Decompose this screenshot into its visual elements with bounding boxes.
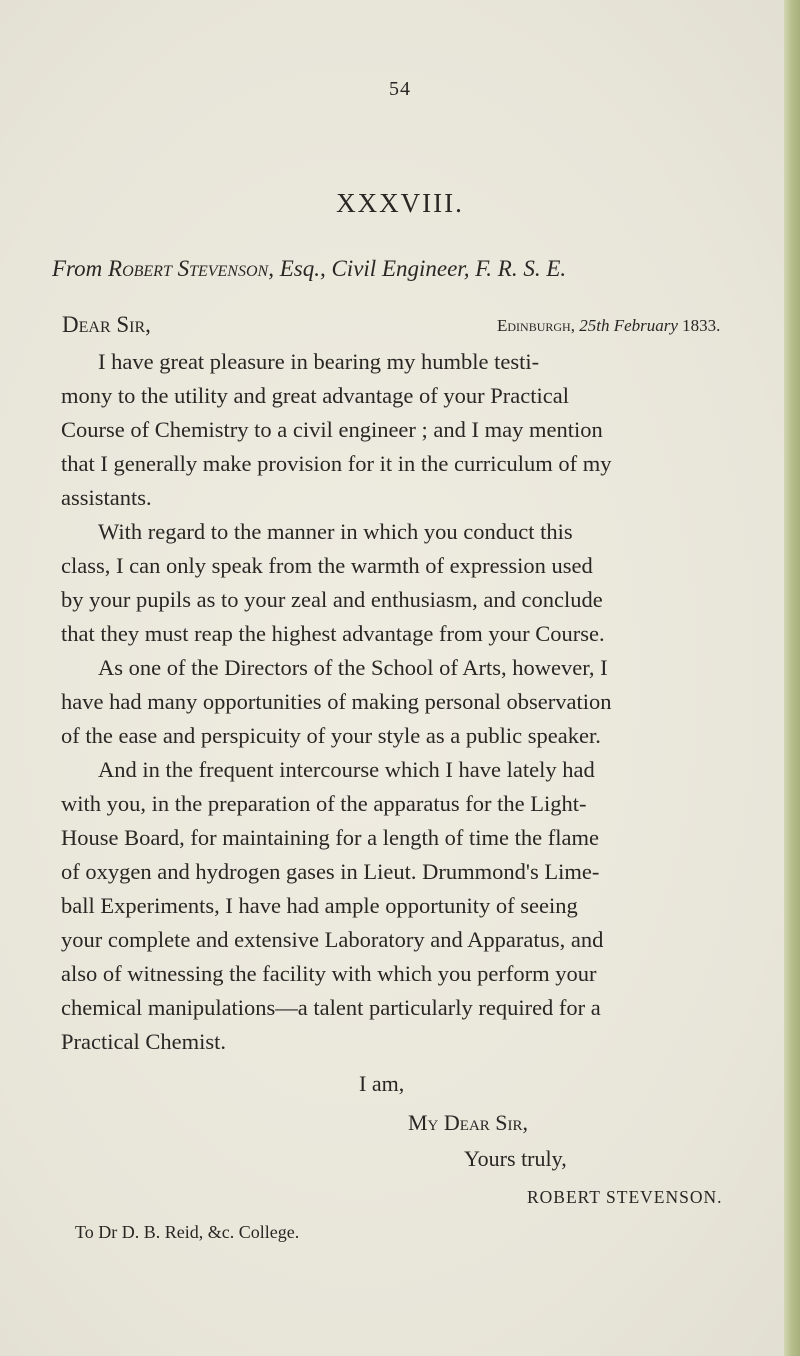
body-line: Course of Chemistry to a civil engineer ; and I may mention (61, 417, 603, 442)
body-line: With regard to the manner in which you conduct this (98, 519, 573, 544)
body-line: that they must reap the highest advantage from your Course. (61, 621, 605, 646)
body-line: ball Experiments, I have had ample opportunity of seeing (61, 893, 578, 918)
author-titles: , Esq., Civil Engineer, F. R. S. E. (268, 256, 567, 281)
body-line: assistants. (61, 485, 152, 510)
dateline-place: Edinburgh, (497, 316, 575, 335)
page-number: 54 (389, 78, 411, 100)
body-line: your complete and extensive Laboratory and Apparatus, and (61, 927, 604, 952)
body-line: have had many opportunities of making personal observation (61, 689, 612, 714)
signature: ROBERT STEVENSON. (527, 1187, 723, 1207)
body-line: of the ease and perspicuity of your style as a public speaker. (61, 723, 601, 748)
body-line: by your pupils as to your zeal and enthusiasm, and conclude (61, 587, 603, 612)
salutation: Dear Sir, (62, 312, 151, 337)
attribution-prefix: From (52, 256, 109, 281)
body-line: that I generally make provision for it in the curriculum of my (61, 451, 612, 476)
dateline-year: 1833. (682, 316, 721, 335)
body-line: And in the frequent intercourse which I have lately had (98, 757, 595, 782)
body-line: with you, in the preparation of the apparatus for the Light- (61, 791, 587, 816)
body-line: I have great pleasure in bearing my humble testi- (98, 349, 540, 374)
addressee-line (75, 1222, 299, 1243)
letter-number-heading: XXXVIII. (336, 188, 464, 218)
closing-my-dear-sir: My Dear Sir, (408, 1110, 529, 1135)
closing-yours-truly: Yours truly, (464, 1146, 567, 1171)
letter-attribution (52, 256, 566, 282)
dateline-date: 25th February (579, 316, 678, 335)
body-line: Practical Chemist. (61, 1029, 226, 1054)
body-line: As one of the Directors of the School of Arts, however, I (98, 655, 608, 680)
body-line: mony to the utility and great advantage of your Practical (61, 383, 569, 408)
body-line: chemical manipulations—a talent particularly required for a (61, 995, 601, 1020)
author-name: Robert Stevenson (108, 256, 269, 281)
body-line: class, I can only speak from the warmth of expression used (61, 553, 593, 578)
body-line: also of witnessing the facility with which you perform your (61, 961, 597, 986)
addressee-text: To Dr D. B. Reid, &c. College. (75, 1222, 300, 1242)
dateline (497, 316, 720, 336)
body-line: House Board, for maintaining for a length of time the flame (61, 825, 599, 850)
closing-i-am: I am, (359, 1071, 405, 1096)
body-line: of oxygen and hydrogen gases in Lieut. Drummond's Lime- (61, 859, 600, 884)
